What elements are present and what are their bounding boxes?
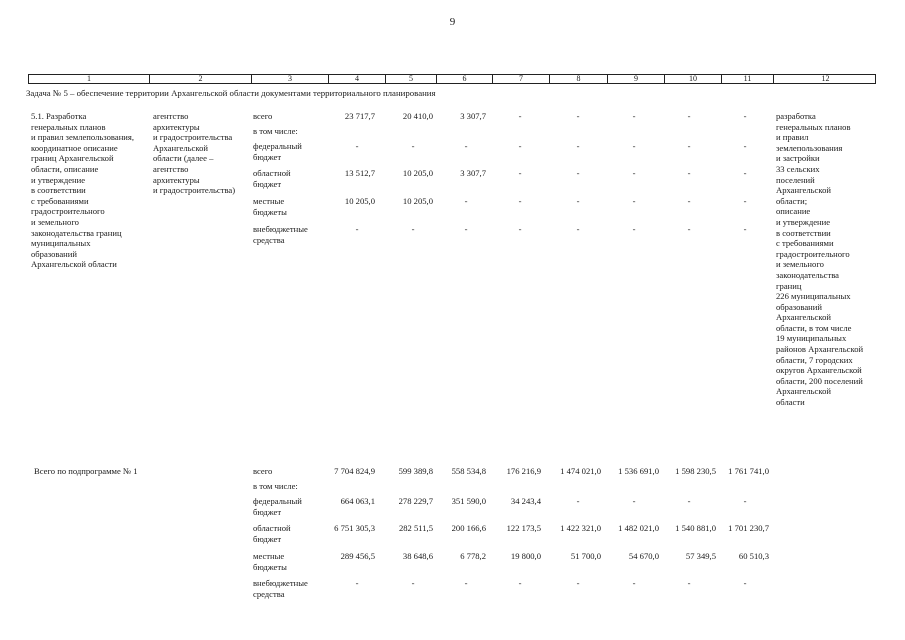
empty-value-dash: - (632, 496, 636, 506)
empty-value-dash: - (632, 141, 636, 151)
amount-value: 10 205,0 (402, 196, 433, 206)
amount-value: 1 701 230,7 (728, 523, 769, 533)
column-header: 9 (608, 75, 665, 83)
empty-value-dash: - (576, 111, 580, 121)
empty-value-dash: - (632, 111, 636, 121)
empty-value-dash: - (464, 224, 468, 234)
amount-value: 10 205,0 (402, 168, 433, 178)
source-label: в том числе: (253, 481, 298, 491)
empty-value-dash: - (518, 196, 522, 206)
amount-value: 34 243,4 (510, 496, 541, 506)
amount-value: 13 512,7 (344, 168, 375, 178)
source-label: федеральный бюджет (253, 141, 302, 162)
empty-value-dash: - (743, 578, 747, 588)
column-number-row (28, 74, 876, 84)
empty-value-dash: - (687, 196, 691, 206)
empty-value-dash: - (576, 224, 580, 234)
empty-value-dash: - (687, 496, 691, 506)
empty-value-dash: - (687, 141, 691, 151)
empty-value-dash: - (576, 196, 580, 206)
empty-value-dash: - (743, 111, 747, 121)
amount-value: 1 474 021,0 (560, 466, 601, 476)
empty-value-dash: - (743, 196, 747, 206)
empty-value-dash: - (743, 168, 747, 178)
amount-value: 1 761 741,0 (728, 466, 769, 476)
source-label: всего (253, 111, 273, 121)
amount-value: 664 063,1 (340, 496, 375, 506)
empty-value-dash: - (355, 224, 359, 234)
amount-value: 599 389,8 (398, 466, 433, 476)
amount-value: 20 410,0 (402, 111, 433, 121)
column-header: 1 (29, 75, 150, 83)
amount-value: 289 456,5 (340, 551, 375, 561)
page-number: 9 (449, 16, 456, 28)
column-header: 2 (150, 75, 252, 83)
amount-value: 278 229,7 (398, 496, 433, 506)
amount-value: 7 704 824,9 (334, 466, 375, 476)
amount-value: 38 648,6 (402, 551, 433, 561)
executor-text: агентство архитектуры и градостроительства Архангельской области (далее – агентство архитектуры и градостроительства) (153, 111, 236, 196)
result-text: разработка генеральных планов и правил землепользования и застройки 33 сельских поселений Архангельской области; описание и утверждение в соответствии с требованиями градостроительного и земельного законодательства границ 226 муниципальных образований Архангельской области, в том числе 19 муниципальных районов Архангельской области, 7 городских округов Архангельской области, 200 поселений Архангельской области (776, 111, 864, 408)
amount-value: 351 590,0 (451, 496, 486, 506)
amount-value: 1 540 881,0 (675, 523, 716, 533)
empty-value-dash: - (518, 578, 522, 588)
column-header: 12 (821, 74, 830, 83)
empty-value-dash: - (464, 196, 468, 206)
column-header: 7 (493, 75, 550, 83)
empty-value-dash: - (687, 578, 691, 588)
empty-value-dash: - (464, 141, 468, 151)
empty-value-dash: - (576, 496, 580, 506)
empty-value-dash: - (743, 496, 747, 506)
empty-value-dash: - (687, 111, 691, 121)
amount-value: 6 778,2 (460, 551, 486, 561)
empty-value-dash: - (632, 196, 636, 206)
empty-value-dash: - (411, 141, 415, 151)
column-header: 5 (386, 75, 437, 83)
source-label: местные бюджеты (253, 196, 287, 217)
amount-value: 122 173,5 (506, 523, 541, 533)
empty-value-dash: - (687, 224, 691, 234)
empty-value-dash: - (411, 224, 415, 234)
amount-value: 1 482 021,0 (618, 523, 659, 533)
source-label: федеральный бюджет (253, 496, 302, 517)
amount-value: 19 800,0 (510, 551, 541, 561)
amount-value: 1 598 230,5 (675, 466, 716, 476)
amount-value: 51 700,0 (570, 551, 601, 561)
source-label: областной бюджет (253, 523, 291, 544)
column-header: 8 (550, 75, 608, 83)
amount-value: 558 534,8 (451, 466, 486, 476)
empty-value-dash: - (632, 578, 636, 588)
empty-value-dash: - (464, 578, 468, 588)
empty-value-dash: - (518, 224, 522, 234)
empty-value-dash: - (632, 224, 636, 234)
task-title: Задача № 5 – обеспечение территории Архангельской области документами территориального планирования (26, 88, 436, 98)
amount-value: 282 511,5 (398, 523, 433, 533)
amount-value: 200 166,6 (451, 523, 486, 533)
empty-value-dash: - (743, 224, 747, 234)
empty-value-dash: - (687, 168, 691, 178)
empty-value-dash: - (518, 111, 522, 121)
amount-value: 6 751 305,3 (334, 523, 375, 533)
empty-value-dash: - (743, 141, 747, 151)
empty-value-dash: - (576, 168, 580, 178)
source-label: областной бюджет (253, 168, 291, 189)
amount-value: 10 205,0 (344, 196, 375, 206)
column-header: 4 (329, 75, 386, 83)
source-label: внебюджетные средства (253, 224, 308, 245)
empty-value-dash: - (576, 141, 580, 151)
measure-text: 5.1. Разработка генеральных планов и правил землепользования, координатное описание границ Архангельской области, описание и утверждение в соответствии с требованиями градостроительного и земельного законодательства границ муниципальных образований Архангельской области (31, 111, 134, 270)
source-label: местные бюджеты (253, 551, 287, 572)
empty-value-dash: - (355, 578, 359, 588)
source-label: внебюджетные средства (253, 578, 308, 599)
amount-value: 1 422 321,0 (560, 523, 601, 533)
empty-value-dash: - (632, 168, 636, 178)
source-label: всего (253, 466, 273, 476)
empty-value-dash: - (355, 141, 359, 151)
column-header: 10 (665, 75, 722, 83)
empty-value-dash: - (518, 168, 522, 178)
column-header: 3 (252, 75, 329, 83)
amount-value: 3 307,7 (460, 168, 486, 178)
amount-value: 60 510,3 (738, 551, 769, 561)
amount-value: 54 670,0 (628, 551, 659, 561)
column-header: 6 (437, 75, 493, 83)
amount-value: 57 349,5 (685, 551, 716, 561)
amount-value: 23 717,7 (344, 111, 375, 121)
empty-value-dash: - (518, 141, 522, 151)
source-label: в том числе: (253, 126, 298, 136)
column-header: 11 (722, 75, 774, 83)
amount-value: 1 536 691,0 (618, 466, 659, 476)
empty-value-dash: - (576, 578, 580, 588)
empty-value-dash: - (411, 578, 415, 588)
total-label: Всего по подпрограмме № 1 (34, 466, 138, 476)
amount-value: 176 216,9 (506, 466, 541, 476)
amount-value: 3 307,7 (460, 111, 486, 121)
